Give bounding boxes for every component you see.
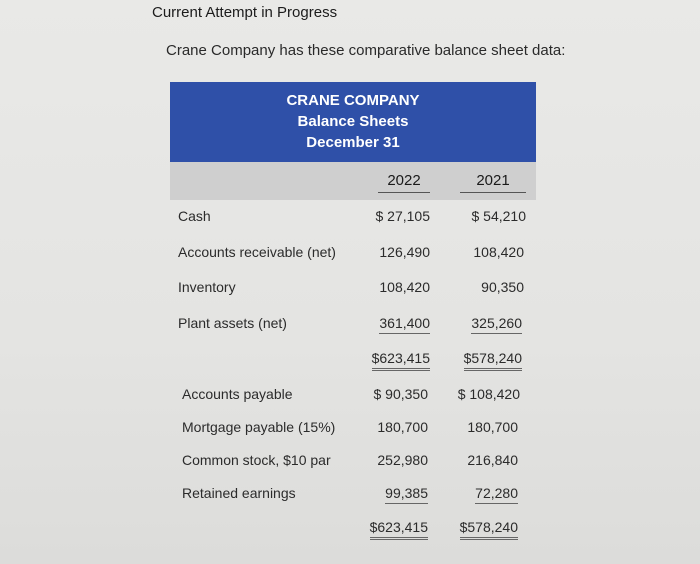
statement-title: Balance Sheets bbox=[297, 113, 409, 130]
row-label-retained-earnings: Retained earnings bbox=[182, 485, 296, 501]
row-label-accounts-receivable: Accounts receivable (net) bbox=[178, 244, 336, 260]
row-label-plant-assets: Plant assets (net) bbox=[178, 315, 287, 331]
row-label-accounts-payable: Accounts payable bbox=[182, 386, 293, 402]
year-header-row bbox=[170, 162, 536, 200]
total-liabilities-equity-2021: $578,240 bbox=[460, 519, 518, 540]
common-stock-2022: 252,980 bbox=[377, 452, 428, 468]
company-name: CRANE COMPANY bbox=[286, 92, 420, 109]
retained-earnings-2021: 72,280 bbox=[475, 485, 518, 504]
accounts-payable-2022: $ 90,350 bbox=[373, 386, 428, 402]
row-label-inventory: Inventory bbox=[178, 279, 236, 295]
year-2022-header: 2022 bbox=[378, 172, 430, 193]
cash-2022: $ 27,105 bbox=[375, 208, 430, 224]
accounts-payable-2021: $ 108,420 bbox=[457, 386, 520, 402]
accounts-receivable-2022: 126,490 bbox=[379, 244, 430, 260]
total-assets-2021: $578,240 bbox=[464, 350, 522, 371]
row-label-common-stock: Common stock, $10 par bbox=[182, 452, 331, 468]
mortgage-payable-2022: 180,700 bbox=[377, 419, 428, 435]
total-liabilities-equity-2022: $623,415 bbox=[370, 519, 428, 540]
retained-earnings-2022: 99,385 bbox=[385, 485, 428, 504]
attempt-heading: Current Attempt in Progress bbox=[152, 4, 338, 21]
balance-sheet-table bbox=[170, 82, 536, 552]
sheet-header bbox=[170, 82, 536, 162]
total-assets-2022: $623,415 bbox=[372, 350, 430, 371]
question-intro: Crane Company has these comparative balance sheet data: bbox=[166, 42, 566, 59]
row-label-mortgage-payable: Mortgage payable (15%) bbox=[182, 419, 336, 435]
cash-2021: $ 54,210 bbox=[471, 208, 526, 224]
row-label-cash: Cash bbox=[178, 208, 211, 224]
inventory-2022: 108,420 bbox=[379, 279, 430, 295]
plant-assets-2022: 361,400 bbox=[379, 315, 430, 334]
common-stock-2021: 216,840 bbox=[467, 452, 518, 468]
accounts-receivable-2021: 108,420 bbox=[473, 244, 524, 260]
mortgage-payable-2021: 180,700 bbox=[467, 419, 518, 435]
year-2021-header: 2021 bbox=[460, 172, 526, 193]
plant-assets-2021: 325,260 bbox=[471, 315, 522, 334]
inventory-2021: 90,350 bbox=[481, 279, 524, 295]
statement-date: December 31 bbox=[306, 134, 400, 151]
